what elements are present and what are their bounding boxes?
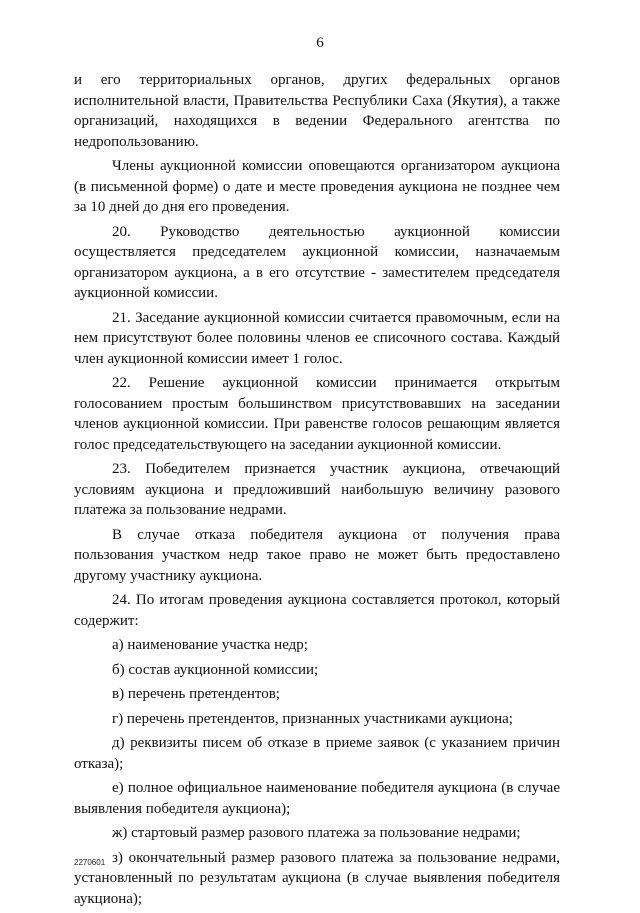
paragraph-clause-21: 21. Заседание аукционной комиссии считается правомочным, если на нем присутствуют более половины членов ее списочного состава. Каждый член аукционной комиссии имеет 1 голос. <box>74 309 560 367</box>
paragraph-commission-notice: Члены аукционной комиссии оповещаются организатором аукциона (в письменной форме) о дате и месте проведения аукциона не позднее чем за 10 дней до дня его проведения. <box>74 158 560 215</box>
paragraph-continuation: и его территориальных органов, других федеральных органов исполнительной власти, Правительства Республики Саха (Якутия), а также организаций, находящихся в ведении Федерального агентства по недропользованию. <box>74 72 560 150</box>
document-code: 2270601 <box>74 858 106 867</box>
page-number: 6 <box>316 35 324 51</box>
list-item-g: г) перечень претендентов, признанных участниками аукциона; <box>112 710 513 727</box>
list-item-v: в) перечень претендентов; <box>112 686 280 702</box>
paragraph-clause-24: 24. По итогам проведения аукциона составляется протокол, который содержит: <box>74 592 560 629</box>
list-item-b: б) состав аукционной комиссии; <box>112 661 319 678</box>
list-item-e: е) полное официальное наименование победителя аукциона (в случае выявления победителя аукциона); <box>74 780 560 817</box>
paragraph-winner-refusal: В случае отказа победителя аукциона от получения права пользования участком недр такое право не может быть предоставлено другому участнику аукциона. <box>74 526 560 584</box>
paragraph-clause-23: 23. Победителем признается участник аукциона, отвечающий условиям аукциона и предложивший наибольшую величину разового платежа за пользование недрами. <box>74 461 560 518</box>
list-item-zh: ж) стартовый размер разового платежа за пользование недрами; <box>112 825 521 841</box>
paragraph-clause-20: 20. Руководство деятельностью аукционной комиссии осуществляется председателем аукционной комиссии, назначаемым организатором аукциона, а в его отсутствие - заместителем председателя аукционной комиссии. <box>74 223 560 301</box>
list-item-a: а) наименование участка недр; <box>112 637 308 653</box>
list-item-d: д) реквизиты писем об отказе в приеме заявок (с указанием причин отказа); <box>74 735 560 772</box>
list-item-z: з) окончательный размер разового платежа за пользование недрами, установленный по результатам аукциона (в случае выявления победителя аукциона); <box>74 849 560 907</box>
paragraph-clause-22: 22. Решение аукционной комиссии принимается открытым голосованием простым большинством присутствовавших на заседании членов аукционной комиссии. При равенстве голосов решающим является голос председательствующего на заседании аукционной комиссии. <box>74 375 560 453</box>
document-body <box>74 70 560 913</box>
